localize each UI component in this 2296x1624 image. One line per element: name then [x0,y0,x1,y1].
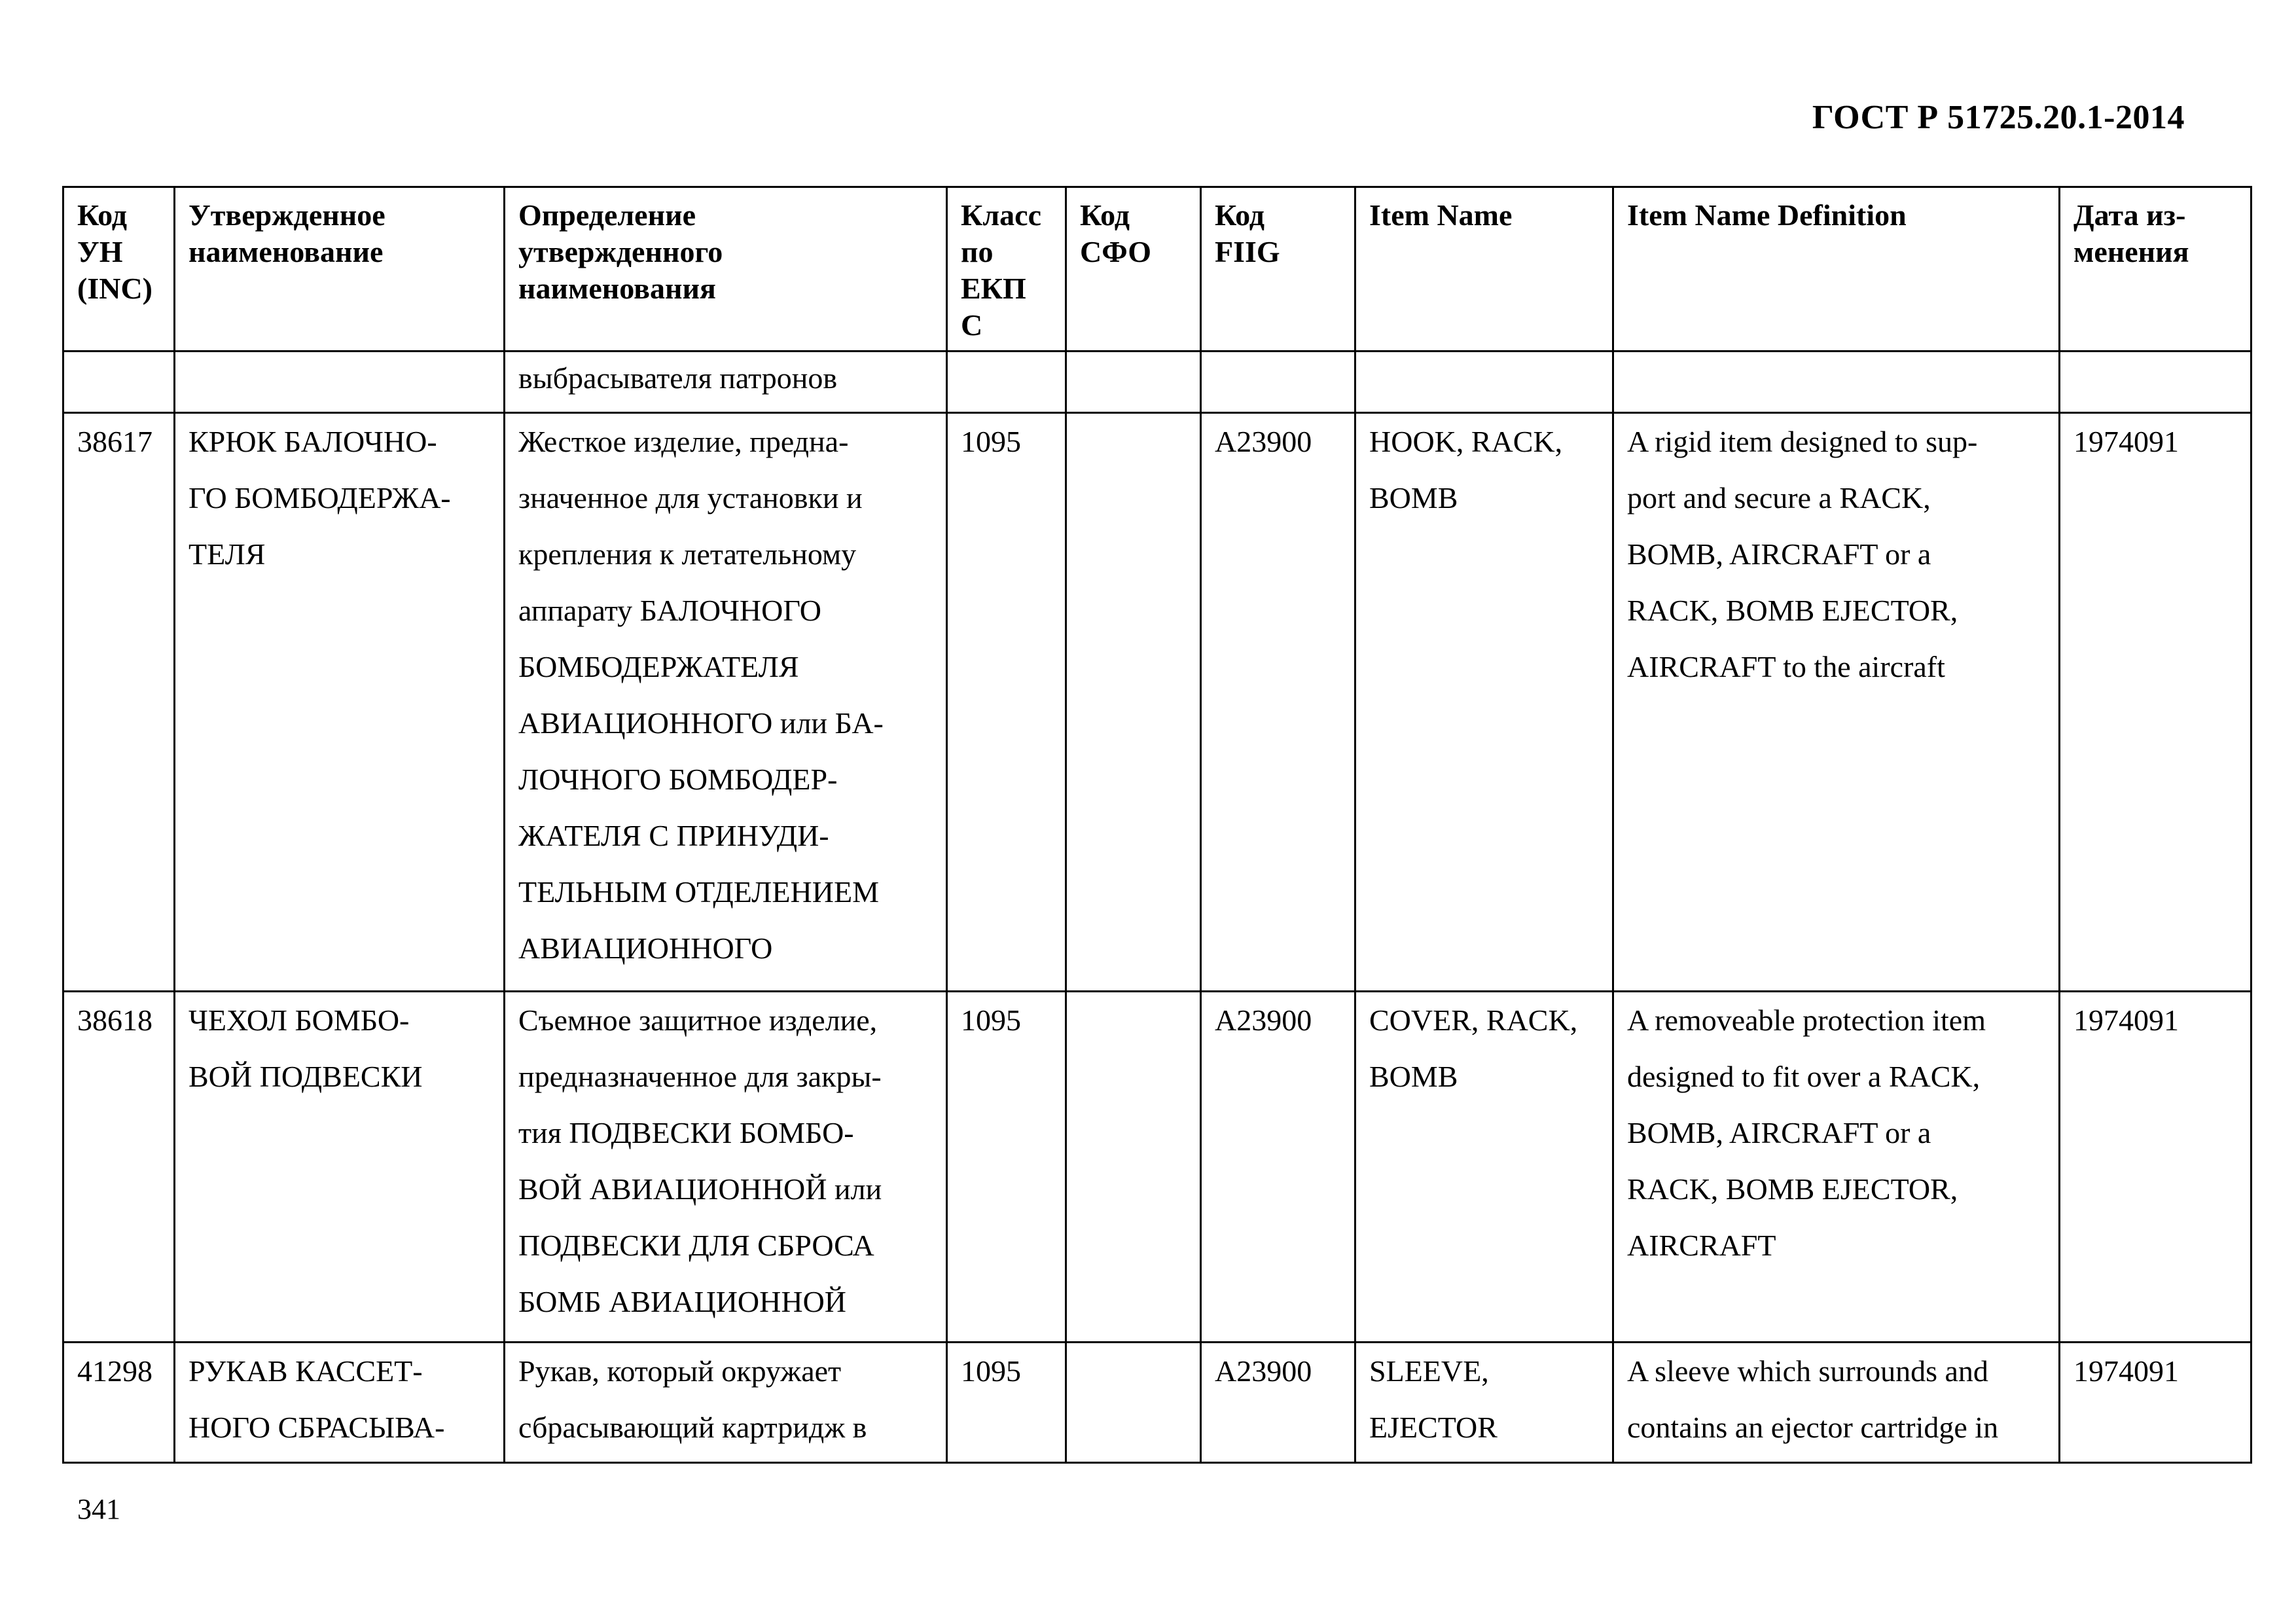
cell-name-definition: Съемное защитное изделие, предназначенное для закры- тия ПОДВЕСКИ БОМБО- ВОЙ АВИАЦИОННОЙ или ПОДВЕСКИ ДЛЯ СБРОСА БОМБ АВИАЦИОННОЙ [505,992,947,1343]
cell-inc-code: 38617 [63,413,175,992]
cell-ekps-class: 1095 [947,1343,1066,1463]
cell-approved-name [175,352,505,413]
cell-inc-code [63,352,175,413]
cell-sfo-code [1066,992,1201,1343]
table-row [63,352,2251,413]
cell-item-name-definition: A sleeve which surrounds and contains an ejector cartridge in [1613,1343,2060,1463]
cell-name-definition: Жесткое изделие, предна- значенное для установки и крепления к летательному аппарату БАЛОЧНОГО БОМБОДЕРЖАТЕЛЯ АВИАЦИОННОГО или БА- ЛОЧНОГО БОМБОДЕР- ЖАТЕЛЯ С ПРИНУДИ- ТЕЛЬНЫМ ОТДЕЛЕНИЕМ АВИАЦИОННОГО [505,413,947,992]
cell-fiig-code: A23900 [1201,992,1355,1343]
cell-inc-code: 38618 [63,992,175,1343]
cell-item-name: HOOK, RACK, BOMB [1355,413,1613,992]
table-row [63,1343,2251,1463]
cell-sfo-code [1066,413,1201,992]
header-sfo-code: Код СФО [1066,187,1201,352]
cell-fiig-code: A23900 [1201,413,1355,992]
cell-change-date: 1974091 [2060,992,2251,1343]
cell-name-definition: выбрасывателя патронов [505,352,947,413]
cell-change-date: 1974091 [2060,1343,2251,1463]
cell-change-date: 1974091 [2060,413,2251,992]
header-inc-code: Код УН (INC) [63,187,175,352]
table-row [63,413,2251,992]
cell-ekps-class [947,352,1066,413]
cell-item-name [1355,352,1613,413]
cell-approved-name: КРЮК БАЛОЧНО- ГО БОМБОДЕРЖА- ТЕЛЯ [175,413,505,992]
header-approved-name: Утвержденное наименование [175,187,505,352]
header-item-name-definition: Item Name Definition [1613,187,2060,352]
header-change-date: Дата из- менения [2060,187,2251,352]
cell-inc-code: 41298 [63,1343,175,1463]
cell-item-name: SLEEVE, EJECTOR [1355,1343,1613,1463]
cell-item-name-definition: A rigid item designed to sup- port and secure a RACK, BOMB, AIRCRAFT or a RACK, BOMB EJECTOR, AIRCRAFT to the aircraft [1613,413,2060,992]
table-header-row [63,187,2251,352]
header-fiig-code: Код FIIG [1201,187,1355,352]
cell-approved-name: ЧЕХОЛ БОМБО- ВОЙ ПОДВЕСКИ [175,992,505,1343]
cell-approved-name: РУКАВ КАССЕТ- НОГО СБРАСЫВА- [175,1343,505,1463]
cell-change-date [2060,352,2251,413]
cell-fiig-code: A23900 [1201,1343,1355,1463]
document-title: ГОСТ Р 51725.20.1-2014 [1812,99,2185,136]
cell-item-name-definition [1613,352,2060,413]
table-row [63,992,2251,1343]
cell-item-name-definition: A removeable protection item designed to fit over a RACK, BOMB, AIRCRAFT or a RACK, BOMB EJECTOR, AIRCRAFT [1613,992,2060,1343]
cell-ekps-class: 1095 [947,992,1066,1343]
cell-name-definition: Рукав, который окружает сбрасывающий картридж в [505,1343,947,1463]
page-number: 341 [77,1493,120,1525]
cell-item-name: COVER, RACK, BOMB [1355,992,1613,1343]
classifier-table [62,186,2252,1464]
cell-sfo-code [1066,352,1201,413]
cell-sfo-code [1066,1343,1201,1463]
header-item-name: Item Name [1355,187,1613,352]
cell-ekps-class: 1095 [947,413,1066,992]
cell-fiig-code [1201,352,1355,413]
header-ekps-class: Класс по ЕКП С [947,187,1066,352]
header-name-definition: Определение утвержденного наименования [505,187,947,352]
